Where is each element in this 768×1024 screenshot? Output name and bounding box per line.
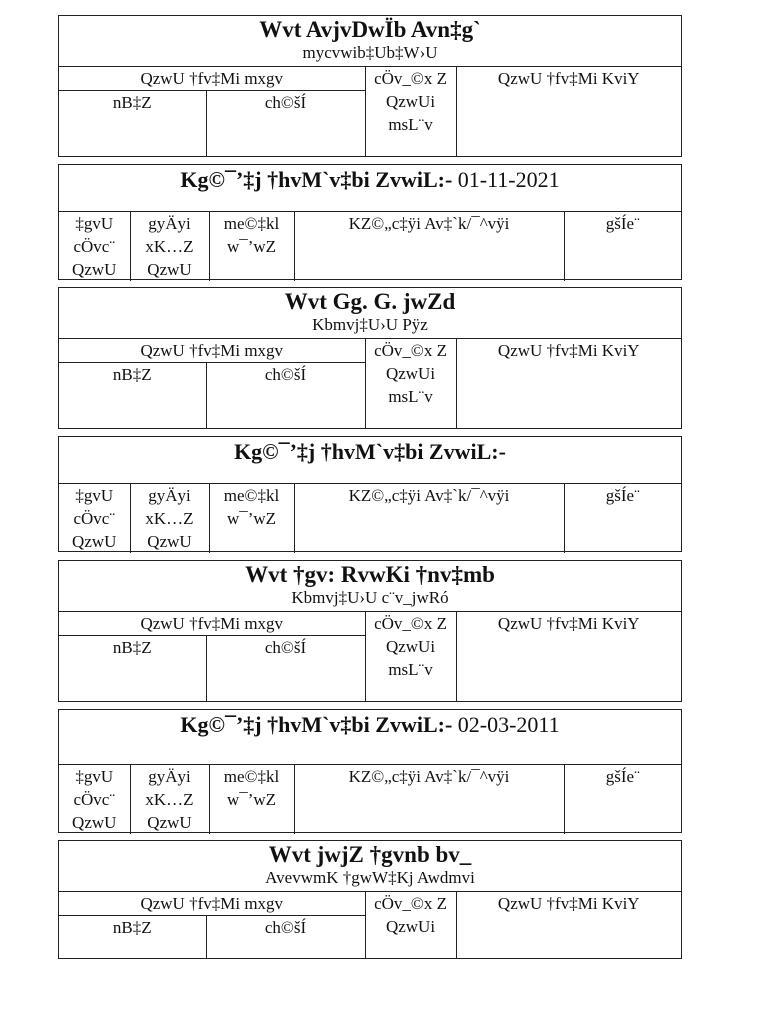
person-name: Wvt AvjvDwÏb Avn‡g` (259, 17, 481, 42)
joining-date-title (59, 437, 681, 484)
joining-date-value: 01-11-2021 (457, 167, 560, 192)
leave-info-table (59, 612, 681, 702)
leave-info-table (59, 892, 681, 959)
person-header (59, 16, 681, 67)
from-header: nB‡Z (59, 636, 206, 702)
leave-info-table (59, 67, 681, 157)
leave-reason-header: QzwU †fv‡Mi KviY (456, 339, 681, 429)
leave-period-header: QzwU †fv‡Mi mxgv (59, 612, 365, 636)
person-card-3 (58, 560, 682, 702)
authority-signature-header: KZ©„c‡ÿi Av‡`k/¯^vÿi (294, 212, 564, 281)
remarks-header: gšÍe¨ (564, 765, 681, 834)
person-name: Wvt †gv: RvwKi †nv‡mb (245, 562, 495, 587)
joining-date-title (59, 165, 681, 212)
leave-count-header: cÖv_©x Z QzwUi (365, 892, 456, 959)
from-header: nB‡Z (59, 916, 206, 959)
person-header (59, 288, 681, 339)
leave-reason-header: QzwU †fv‡Mi KviY (456, 892, 681, 959)
leave-period-header: QzwU †fv‡Mi mxgv (59, 339, 365, 363)
joining-date-title (59, 710, 681, 765)
remarks-header: gšÍe¨ (564, 212, 681, 281)
person-designation: mycvwib‡Ub‡W›U (302, 43, 438, 62)
to-header: ch©šÍ (206, 916, 365, 959)
leave-count-header: cÖv_©x Z QzwUi msL¨v (365, 339, 456, 429)
remarks-header: gšÍe¨ (564, 484, 681, 553)
person-designation: AvevwmK †gwW‡Kj Awdmvi (265, 868, 475, 887)
total-leave-header: ‡gvU cÖvc¨ QzwU (59, 765, 130, 834)
joining-record-2 (58, 436, 682, 552)
joining-record-1 (58, 164, 682, 280)
leave-record-table (59, 484, 681, 553)
leave-info-table (59, 339, 681, 429)
joining-date-label: Kg©¯’‡j †hvM`v‡bi ZvwiL:- (180, 167, 453, 192)
balance-header: me©‡kl w¯’wZ (209, 212, 294, 281)
to-header: ch©šÍ (206, 363, 365, 429)
person-name: Wvt Gg. G. jwZd (284, 289, 456, 314)
person-designation: Kbmvj‡U›U Pÿz (312, 315, 428, 334)
person-header (59, 841, 681, 892)
authority-signature-header: KZ©„c‡ÿi Av‡`k/¯^vÿi (294, 484, 564, 553)
leave-count-header: cÖv_©x Z QzwUi msL¨v (365, 612, 456, 702)
from-header: nB‡Z (59, 91, 206, 157)
granted-leave-header: gyÄyi xK…Z QzwU (130, 765, 209, 834)
person-card-4 (58, 840, 682, 959)
person-card-2 (58, 287, 682, 429)
total-leave-header: ‡gvU cÖvc¨ QzwU (59, 212, 130, 281)
leave-reason-header: QzwU †fv‡Mi KviY (456, 612, 681, 702)
leave-record-table (59, 765, 681, 834)
joining-date-value: 02-03-2011 (457, 712, 560, 737)
to-header: ch©šÍ (206, 91, 365, 157)
total-leave-header: ‡gvU cÖvc¨ QzwU (59, 484, 130, 553)
granted-leave-header: gyÄyi xK…Z QzwU (130, 212, 209, 281)
joining-date-label: Kg©¯’‡j †hvM`v‡bi ZvwiL:- (180, 712, 453, 737)
balance-header: me©‡kl w¯’wZ (209, 484, 294, 553)
leave-period-header: QzwU †fv‡Mi mxgv (59, 892, 365, 916)
leave-count-header: cÖv_©x Z QzwUi msL¨v (365, 67, 456, 157)
joining-record-3 (58, 709, 682, 833)
leave-period-header: QzwU †fv‡Mi mxgv (59, 67, 365, 91)
person-card-1 (58, 15, 682, 157)
joining-date-label: Kg©¯’‡j †hvM`v‡bi ZvwiL:- (234, 439, 506, 464)
balance-header: me©‡kl w¯’wZ (209, 765, 294, 834)
authority-signature-header: KZ©„c‡ÿi Av‡`k/¯^vÿi (294, 765, 564, 834)
to-header: ch©šÍ (206, 636, 365, 702)
leave-record-table (59, 212, 681, 281)
person-header (59, 561, 681, 612)
person-name: Wvt jwjZ †gvnb bv_ (268, 842, 472, 867)
person-designation: Kbmvj‡U›U c¨v_jwRó (291, 588, 449, 607)
from-header: nB‡Z (59, 363, 206, 429)
leave-reason-header: QzwU †fv‡Mi KviY (456, 67, 681, 157)
granted-leave-header: gyÄyi xK…Z QzwU (130, 484, 209, 553)
